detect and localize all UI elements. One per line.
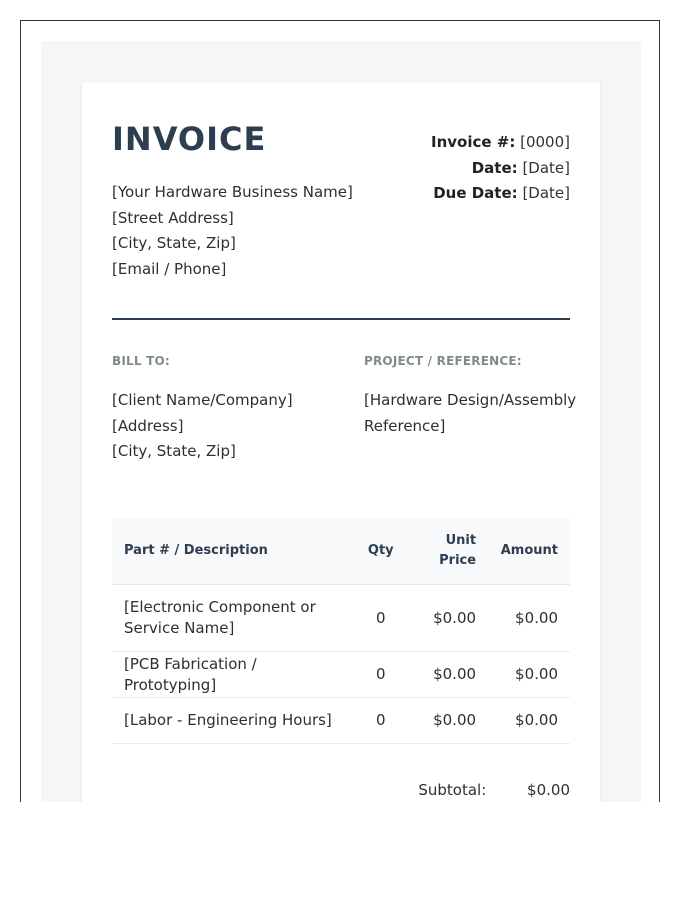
company-city: [City, State, Zip] <box>112 234 236 252</box>
bill-to-label: BILL TO: <box>112 354 170 368</box>
invoice-meta <box>431 130 570 207</box>
invoice-date-row <box>431 156 570 182</box>
invoice-number-label: Invoice #: <box>430 133 516 151</box>
table-row <box>112 698 570 744</box>
project-label: PROJECT / REFERENCE: <box>364 354 522 368</box>
subtotal-label: Subtotal: <box>418 781 487 799</box>
invoice-due-label: Due Date: <box>433 184 518 202</box>
header-unit-price-line1: Unit <box>445 533 477 548</box>
client-address: [Address] <box>112 416 184 435</box>
company-contact: [Email / Phone] <box>112 259 227 278</box>
row-unit-price: $0.00 <box>408 698 488 744</box>
row-description <box>112 585 354 652</box>
row-amount: $0.00 <box>488 585 570 652</box>
subtotal-value: $0.00 <box>527 781 570 799</box>
row-unit-price: $0.00 <box>408 585 488 652</box>
header-unit-price <box>408 518 488 585</box>
client-city: [City, State, Zip] <box>112 442 236 460</box>
client-name: [Client Name/Company] <box>112 391 293 409</box>
line-items-table <box>112 518 570 744</box>
header-divider <box>112 318 570 320</box>
subtotal-row <box>418 781 570 799</box>
row-description-line1: [Electronic Component or <box>124 598 316 616</box>
header-amount: Amount <box>488 518 570 585</box>
row-qty: 0 <box>354 698 408 744</box>
page-background <box>41 41 641 802</box>
invoice-date-value: [Date] <box>522 158 570 177</box>
invoice-paper <box>82 82 600 802</box>
document-frame <box>20 20 660 802</box>
invoice-date-label: Date: <box>471 158 518 177</box>
bill-to-block <box>112 388 293 465</box>
project-block <box>364 388 576 439</box>
company-street: [Street Address] <box>112 208 234 227</box>
company-name: [Your Hardware Business Name] <box>112 183 353 201</box>
table-row <box>112 652 570 698</box>
project-line-2: Reference] <box>364 416 446 435</box>
row-qty: 0 <box>354 652 408 698</box>
header-qty: Qty <box>354 518 408 585</box>
project-line-1: [Hardware Design/Assembly <box>364 391 577 409</box>
invoice-title: INVOICE <box>112 120 267 158</box>
invoice-number-row <box>431 130 570 156</box>
invoice-number-value: [0000] <box>520 133 570 151</box>
company-info <box>112 180 353 282</box>
row-description-line2: Service Name] <box>124 619 235 637</box>
table-header-row <box>112 518 570 585</box>
row-amount: $0.00 <box>488 652 570 698</box>
row-description: [PCB Fabrication / Prototyping] <box>112 652 354 698</box>
header-unit-price-line2: Price <box>439 553 477 568</box>
invoice-due-row <box>431 181 570 207</box>
table-row <box>112 585 570 652</box>
header-description: Part # / Description <box>112 518 354 585</box>
row-description: [Labor - Engineering Hours] <box>112 698 354 744</box>
invoice-due-value: [Date] <box>522 184 570 202</box>
row-qty: 0 <box>354 585 408 652</box>
row-unit-price: $0.00 <box>408 652 488 698</box>
row-amount: $0.00 <box>488 698 570 744</box>
